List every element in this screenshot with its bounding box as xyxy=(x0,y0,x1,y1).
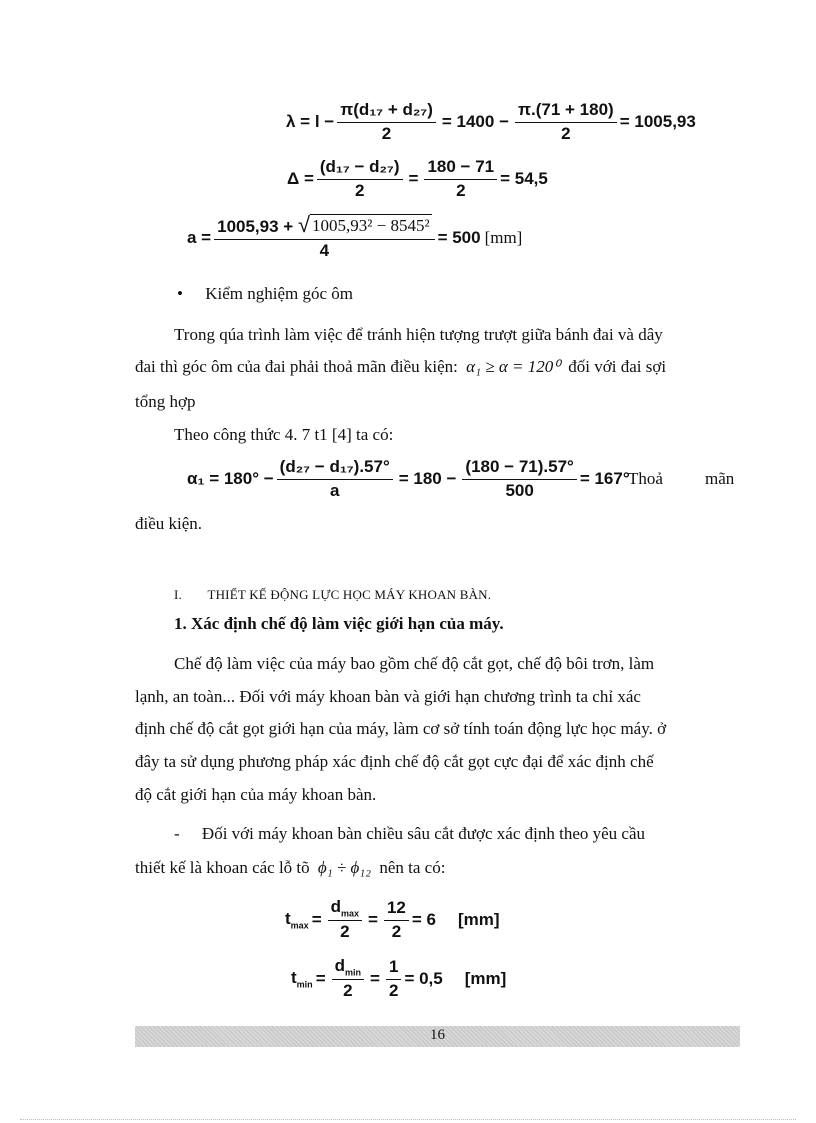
subsection-heading: 1. Xác định chế độ làm việc giới hạn của máy. xyxy=(174,614,504,633)
paragraph-line: Trong qúa trình làm việc để tránh hiện tượng trượt giữa bánh đai và dây xyxy=(174,325,663,344)
formula-lambda xyxy=(286,100,696,144)
formula-alpha-lhs: α₁ = 180° − xyxy=(187,469,274,488)
paragraph-line: Chế độ làm việc của máy bao gồm chế độ cắt gọt, chế độ bôi trơn, làm xyxy=(174,654,655,673)
formula-alpha-fraction-1: $\frac{\text{(d₂₇ − d₁₇).57°}}{a}$ xyxy=(277,457,393,501)
sqrt-icon: √ 1005,93² − 8545² xyxy=(297,212,430,237)
formula-lambda-fraction-1: $\frac{\text{π(d₁₇ + d₂₇)}}{2}$ xyxy=(337,100,436,144)
formula-tmax-fraction-1: $\frac{d_{max}}{2}$ xyxy=(328,897,362,942)
range-formula: ϕ₁ ÷ ϕ₁₂ xyxy=(317,858,372,877)
formula-a-fraction: 1005,93 + √ 1005,93² − 8545² 4 xyxy=(214,214,434,261)
alpha-trailing-text: điều kiện. xyxy=(135,514,203,533)
formula-tmin-fraction-1: $\frac{d_{min}}{2}$ xyxy=(332,956,364,1001)
paragraph-line: định chế độ cắt gọt giới hạn của máy, làm cơ sở tính toán động lực học máy. ở xyxy=(135,719,667,738)
paragraph-line: lạnh, an toàn... Đối với máy khoan bàn và giới hạn chương trình ta chỉ xác xyxy=(135,687,641,706)
formula-lambda-mid: = 1400 − xyxy=(441,112,509,131)
page-footer xyxy=(135,1026,740,1047)
formula-tmax-unit: [mm] xyxy=(458,909,500,929)
formula-tmin: $t_{min}$ = $\frac{d_{min}}{2}$ = $\frac{1}{2}$ = 0,5 [mm] xyxy=(291,956,507,1001)
paragraph-line: Theo công thức 4. 7 t1 [4] ta có: xyxy=(174,425,394,444)
section-heading: I. THIẾT KẾ ĐỘNG LỰC HỌC MÁY KHOAN BÀN. xyxy=(174,587,492,602)
formula-alpha xyxy=(187,457,630,501)
formula-delta-fraction-2: $\frac{180 - 71}{2}$ xyxy=(424,157,497,201)
formula-alpha-fraction-2: $\frac{(180 - 71).57^\circ}{500}$ xyxy=(462,457,576,501)
formula-a-unit: [mm] xyxy=(484,227,523,247)
formula-a-result: = 500 xyxy=(437,227,481,247)
formula-tmin-unit: [mm] xyxy=(464,968,507,988)
condition-formula: α₁ ≥ α = 120⁰ xyxy=(466,357,561,376)
formula-delta-result: = 54,5 xyxy=(500,169,548,188)
bullet-icon: • xyxy=(177,284,183,303)
formula-delta-lhs: Δ = xyxy=(287,169,314,188)
formula-tmax: $t_{max}$ = $\frac{d_{max}}{2}$ = $\frac{12}{2}$ = 6 [mm] xyxy=(285,897,500,942)
formula-lambda-lhs: λ = l − xyxy=(286,112,335,131)
formula-tmin-result: = 0,5 xyxy=(404,968,443,988)
formula-tmax-result: = 6 xyxy=(411,909,436,929)
alpha-trailing-text: Thoả xyxy=(628,469,663,488)
formula-alpha-mid: = 180 − xyxy=(398,469,457,488)
formula-delta: Δ = $\frac{\text{(d₁₇ − d₂₇)}}{2}$ = $\frac{180 - 71}{2}$ = 54,5 xyxy=(287,157,548,200)
page-number: 16 xyxy=(430,1027,445,1043)
formula-tmax-fraction-2: $\frac{12}{2}$ xyxy=(384,898,409,942)
formula-alpha-result: = 167° xyxy=(579,469,630,488)
paragraph-line: tổng hợp xyxy=(135,392,196,411)
formula-a-lhs: a = xyxy=(187,227,212,247)
paragraph-line: độ cắt giới hạn của máy khoan bàn. xyxy=(135,785,377,804)
formula-tmin-fraction-2: $\frac{1}{2}$ xyxy=(386,957,401,1001)
formula-delta-fraction-1: $\frac{\text{(d₁₇ − d₂₇)}}{2}$ xyxy=(317,157,403,201)
paragraph-line: thiết kế là khoan các lỗ tõ ϕ₁ ÷ ϕ₁₂ nên ta có: xyxy=(135,858,446,877)
paragraph-line: đai thì góc ôm của đai phải thoả mãn điều kiện: α₁ ≥ α = 120⁰ đối với đai sợi xyxy=(135,357,667,376)
formula-a xyxy=(187,214,522,261)
paragraph-line: - Đối với máy khoan bàn chiều sâu cắt được xác định theo yêu cầu xyxy=(174,824,646,843)
paragraph-line: đây ta sử dụng phương pháp xác định chế độ cắt gọt cực đại để xác định chế xyxy=(135,752,654,771)
alpha-trailing-text: mãn xyxy=(705,469,735,488)
formula-lambda-fraction-2: $\frac{\pi.(71 + 180)}{2}$ xyxy=(515,100,617,144)
page-edge-divider xyxy=(20,1119,796,1120)
bullet-item: • Kiểm nghiệm góc ôm xyxy=(177,284,353,303)
formula-lambda-result: = 1005,93 xyxy=(619,112,696,131)
